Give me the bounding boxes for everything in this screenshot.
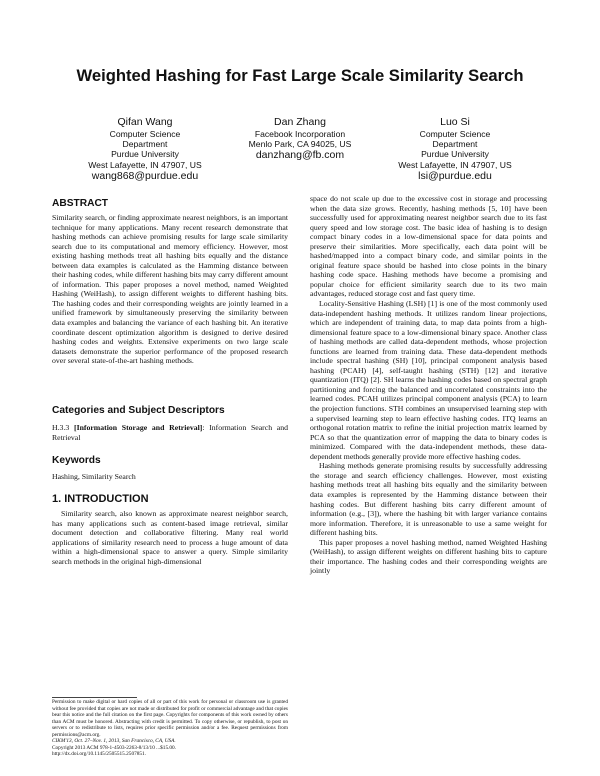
keywords-heading: Keywords xyxy=(52,455,101,466)
category-name: [Information Storage and Retrieval] xyxy=(73,423,203,432)
paragraph: Hashing methods generate promising results by successfully addressing the storage and search efficiency challenges. However, most existing hashing methods treat all hashing bits equally and the similarity between data examples is represented by the Hamming distance between their hashing codes. But different hashing bits carry different amount of information (e.g., [3]), where the hashing bit with larger variance contains more information. Therefore, it is unreasonable to use a same weight for different hashing bits. xyxy=(310,461,547,538)
introduction-body-right xyxy=(310,194,547,576)
introduction-heading: 1. INTRODUCTION xyxy=(52,493,149,505)
author-name: Luo Si xyxy=(440,116,470,128)
copyright-footnote xyxy=(52,699,288,758)
paragraph: Locality-Sensitive Hashing (LSH) [1] is one of the most commonly used data-independent hashing methods. It utilizes random linear projections, which are independent of training data, to map data points from a high-dimensional feature space to a low-dimensional binary space. Another class of hashing methods are called data-dependent methods, whose projection functions are learned from training data. These data-dependent methods include spectral hashing (SH) [10], principal component analysis based hashing (PCAH) [4], self-taught hashing (STH) [12] and iterative quantization (ITQ) [2]. SH learns the hashing codes based on spectral graph partitioning and forcing the balanced and uncorrelated constraints into the learned codes. PCAH utilizes principal component analysis (PCA) to learn the projection functions. STH combines an unsupervised learning step with a supervised learning step to learn effective hashing codes. ITQ learns an orthogonal rotation matrix to refine the initial projection matrix learned by PCA so that the quantization error of mapping the data to binary codes is minimized. Compared with the data-independent methods, these data-dependent methods generally provide more effective hashing codes. xyxy=(310,299,547,461)
categories-heading: Categories and Subject Descriptors xyxy=(52,405,225,416)
footnote-rule xyxy=(52,697,137,698)
paragraph: space do not scale up due to the excessive cost in storage and processing when the data size grows. Recently, hashing methods [5, 10] have been successfully used for approximating nearest neighbor search due to its fast query speed and low storage cost. The basic idea of hashing is to design compact binary codes in a low-dimensional space for data points and preserve their similarities. More specifically, each data point will be hashed/mapped into a compact binary code, and similar points in the original feature space should be hashed into close points in the binary hashing code space. Hashing methods have become a promising and popular choice for efficient similarity search due to its two main advantages, reduced storage cost and fast query time. xyxy=(310,194,547,299)
author-block-2 xyxy=(225,116,375,162)
keywords-body xyxy=(52,472,288,482)
abstract-heading: ABSTRACT xyxy=(52,198,109,209)
author-affiliation: Purdue University xyxy=(421,149,489,160)
author-affiliation: Department xyxy=(122,139,168,150)
author-affiliation: Facebook Incorporation xyxy=(254,129,346,139)
doi-link[interactable]: http://dx.doi.org/10.1145/2505515.2507851. xyxy=(52,751,147,758)
category-code: H.3.3 xyxy=(52,423,70,432)
author-name: Qifan Wang xyxy=(117,116,173,128)
author-affiliation: Computer Science xyxy=(109,129,181,139)
categories-body xyxy=(52,423,288,442)
paragraph: This paper proposes a novel hashing method, named Weighted Hashing (WeiHash), to assign different weights on different hashing bits to capture their importance. The hashing codes and their corresponding weights are jointly xyxy=(310,537,547,576)
author-affiliation: Computer Science xyxy=(419,129,491,139)
author-email[interactable]: lsi@purdue.edu xyxy=(418,169,492,182)
copyright-line: Copyright 2013 ACM 978-1-4503-2263-8/13/10 ...$15.00. xyxy=(52,744,177,751)
introduction-body-left xyxy=(52,509,288,566)
conference-info: CIKM'13, Oct. 27–Nov. 1, 2013, San Francisco, CA, USA. xyxy=(52,738,176,745)
author-email[interactable]: danzhang@fb.com xyxy=(255,149,345,162)
permission-notice: Permission to make digital or hard copies of all or part of this work for personal or classroom use is granted without fee provided that copies are not made or distributed for profit or commercial advantage and that copies bear this notice and the full citation on the first page. Copyrights for components of this work owned by others than ACM must be honored. Abstracting with credit is permitted. To copy otherwise, or republish, to post on servers or to redistribute to lists, requires prior specific permission and/or a fee. Request permissions from permissions@acm.org. xyxy=(52,699,288,738)
author-block-1 xyxy=(70,116,220,183)
author-address: West Lafayette, IN 47907, US xyxy=(88,159,202,170)
abstract-body xyxy=(52,213,288,366)
category-rest: : Information Search and Retrieval xyxy=(52,423,289,442)
paragraph: Similarity search, also known as approximate nearest neighbor search, has many applications such as content-based image retrieval, similar document detection and collaborative filtering. Many real world applications of similarity research need to process a huge amount of data within a high-dimensional space to answer a query. Simple similarity search methods in the original high-dimensional xyxy=(52,509,288,566)
keywords-text: Hashing, Similarity Search xyxy=(52,472,136,481)
paper-title: Weighted Hashing for Fast Large Scale Similarity Search xyxy=(76,66,524,85)
author-address: Menlo Park, CA 94025, US xyxy=(248,139,352,150)
author-affiliation: Purdue University xyxy=(111,149,179,160)
author-address: West Lafayette, IN 47907, US xyxy=(398,159,512,170)
author-block-3 xyxy=(380,116,530,183)
author-email[interactable]: wang868@purdue.edu xyxy=(91,169,199,182)
abstract-text: Similarity search, or finding approximate nearest neighbors, is an important technique for many applications. Many recent research demonstrate that hashing methods can achieve promising results for large scale similarity search due to its computational and memory efficiency. However, most existing hashing methods treat all hashing bits equally and the distance between data examples is calculated as the Hamming distance between their hashing codes, while different hashing bits may carry different amount of information. This paper proposes a novel method, named Weighted Hashing (WeiHash), to assign different weights to different hashing bits. The hashing codes and their corresponding weights are jointly learned in a unified framework by simultaneously preserving the similarity between data examples and balancing the variance of each hashing bit. An iterative coordinate descent optimization algorithm is designed to derive desired hashing codes and weights. Extensive experiments on two large scale datasets demonstrate the superior performance of the proposed research over several state-of-the-art hashing methods. xyxy=(52,213,288,366)
author-name: Dan Zhang xyxy=(274,116,326,128)
author-affiliation: Department xyxy=(432,139,478,150)
